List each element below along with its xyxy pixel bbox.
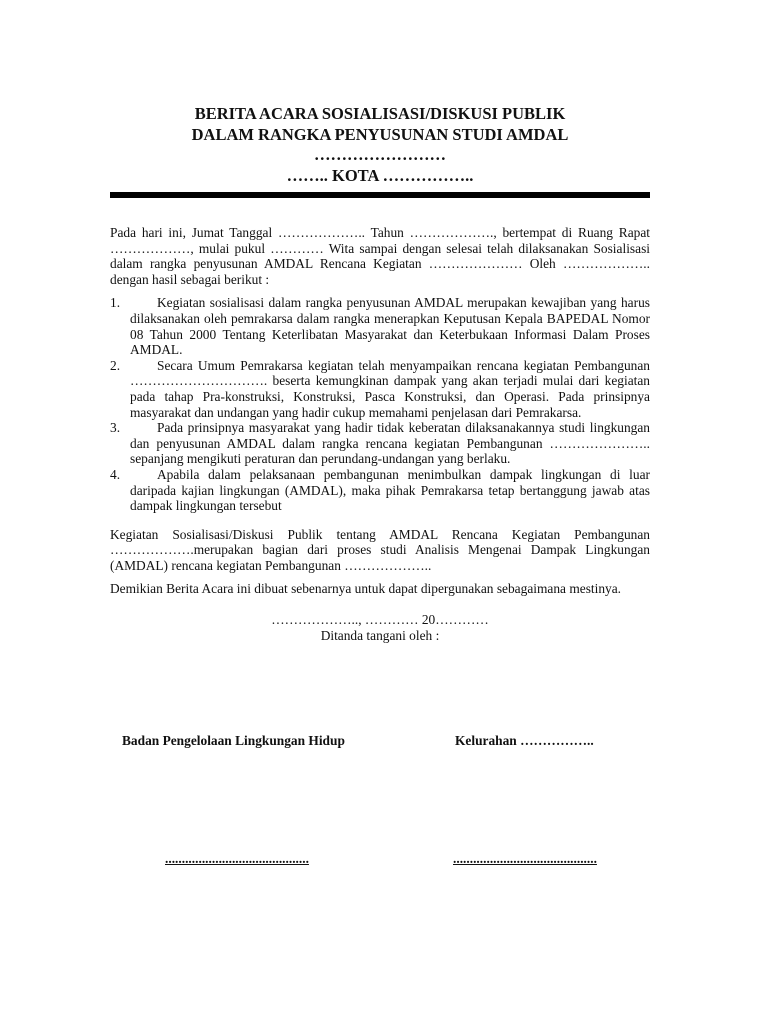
list-text: Pada prinsipnya masyarakat yang hadir tidak keberatan dilaksanakannya studi lingkungan dan penyusunan AMDAL dalam rangka rencana kegiatan Pembangunan ………………….. sepanjang mengikuti peraturan dan perundang-undangan yang berlaku.: [130, 420, 650, 467]
list-number: 1.: [110, 295, 121, 311]
signature-line-left: ...........................................: [165, 851, 309, 866]
date-line: ……………….., ………… 20…………: [271, 612, 489, 628]
list-number: 2.: [110, 357, 121, 373]
list-item: [110, 358, 650, 420]
list-item: [110, 295, 650, 357]
title-line-4: …….. KOTA ……………..: [286, 165, 474, 185]
list-item: [110, 420, 650, 467]
signed-by-label: Ditanda tangani oleh :: [320, 628, 440, 644]
list-number: 4.: [110, 466, 121, 482]
signatory-left-label: Badan Pengelolaan Lingkungan Hidup: [122, 733, 345, 748]
title-line-1: BERITA ACARA SOSIALISASI/DISKUSI PUBLIK: [194, 104, 566, 123]
intro-paragraph: Pada hari ini, Jumat Tanggal ……………….. Tahun ………………., bertempat di Ruang Rapat ………………, mulai pukul ………… Wita sampai dengan selesai telah dilaksanakan Sosialisasi dalam rangka penyusunan AMDAL Rencana Kegiatan ………………… Oleh ……………….. dengan hasil sebagai berikut :: [110, 225, 650, 287]
signatory-right-label: Kelurahan ……………..: [455, 733, 594, 748]
list-text: Kegiatan sosialisasi dalam rangka penyusunan AMDAL merupakan kewajiban yang harus dilaksanakan oleh pemrakarsa dalam rangka menerapkan Keputusan Kepala BAPEDAL Nomor 08 Tahun 2000 Tentang Keterlibatan Masyarakat dan Keterbukaan Informasi Dalam Proses AMDAL.: [130, 295, 650, 358]
list-text: Apabila dalam pelaksanaan pembangunan menimbulkan dampak lingkungan di luar daripada kajian lingkungan (AMDAL), maka pihak Pemrakarsa tetap bertanggung jawab atas dampak lingkungan tersebut: [130, 466, 650, 514]
signature-line-right: ...........................................: [453, 851, 597, 866]
header-divider: [110, 192, 650, 198]
document-page: [110, 104, 650, 866]
list-item: [110, 467, 650, 514]
title-line-2: DALAM RANGKA PENYUSUNAN STUDI AMDAL: [191, 124, 569, 144]
summary-paragraph: Kegiatan Sosialisasi/Diskusi Publik tentang AMDAL Rencana Kegiatan Pembangunan ……………….merupakan bagian dari proses studi Analisis Mengenai Dampak Lingkungan (AMDAL) rencana kegiatan Pembangunan ………………..: [110, 526, 650, 573]
title-line-3: ……………………: [314, 145, 446, 164]
list-text: Secara Umum Pemrakarsa kegiatan telah menyampaikan rencana kegiatan Pembangunan …………………………. beserta kemungkinan dampak yang akan terjadi mulai dari kegiatan pada tahap Pra-konstruksi, Konstruksi, Pasca Konstruksi, dan Operasi. Pada prinsipnya masyarakat dan undangan yang hadir cukup memahami penjelasan dari Pemrakarsa.: [130, 357, 650, 420]
list-number: 3.: [110, 420, 121, 436]
numbered-list: [110, 295, 650, 513]
closing-paragraph: Demikian Berita Acara ini dibuat sebenarnya untuk dapat dipergunakan sebagaimana mestinya.: [110, 581, 622, 597]
document-title: [110, 104, 650, 186]
